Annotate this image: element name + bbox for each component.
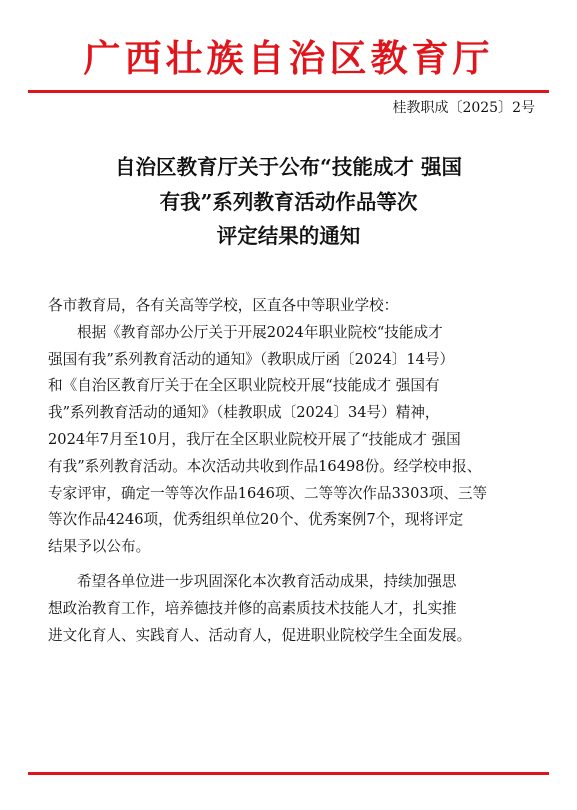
salutation: 各市教育局，各有关高等学校，区直各中等职业学校： [48,297,399,314]
issuer-header-title: 广西壮族自治区教育厅 [83,36,494,80]
paragraph-line: 有我”系列教育活动。本次活动共收到作品16498份。经学校申报、 [48,457,482,475]
paragraph-line: 根据《教育部办公厅关于开展2024年职业院校“技能成才 [77,323,443,341]
paragraph-line: 想政治教育工作，培养德技并修的高素质技术技能人才，扎实推 [48,599,457,617]
header-red-rule [28,90,549,93]
document-number: 桂教职成〔2025〕2号 [392,100,535,116]
document-heading [0,150,577,254]
paragraph-line: 我”系列教育活动的通知》（桂教职成〔2024〕34号）精神， [48,404,440,422]
paragraph-line: 进文化育人、实践育人、活动育人，促进职业院校学生全面发展。 [48,626,472,644]
paragraph-line: 强国有我”系列教育活动的通知》（教职成厅函〔2024〕14号） [48,350,455,368]
paragraph-line: 2024年7月至10月，我厅在全区职业院校开展了“技能成才 强国 [48,430,461,448]
footer-red-rule [28,772,549,775]
paragraph-line: 结果予以公布。 [48,538,151,556]
paragraph-line: 和《自治区教育厅关于在全区职业院校开展“技能成才 强国有 [48,377,440,395]
document-body [48,293,533,649]
heading-line: 有我”系列教育活动作品等次 [159,189,418,214]
paragraph-line: 等次作品4246项，优秀组织单位20个、优秀案例7个，现将评定 [48,511,464,529]
heading-line: 评定结果的通知 [216,224,361,248]
heading-line: 自治区教育厅关于公布“技能成才 强国 [115,155,462,179]
paragraph-line: 希望各单位进一步巩固深化本次教育活动成果，持续加强思 [77,572,457,590]
paragraph-line: 专家评审，确定一等等次作品1646项、二等等次作品3303项、三等 [48,484,488,502]
